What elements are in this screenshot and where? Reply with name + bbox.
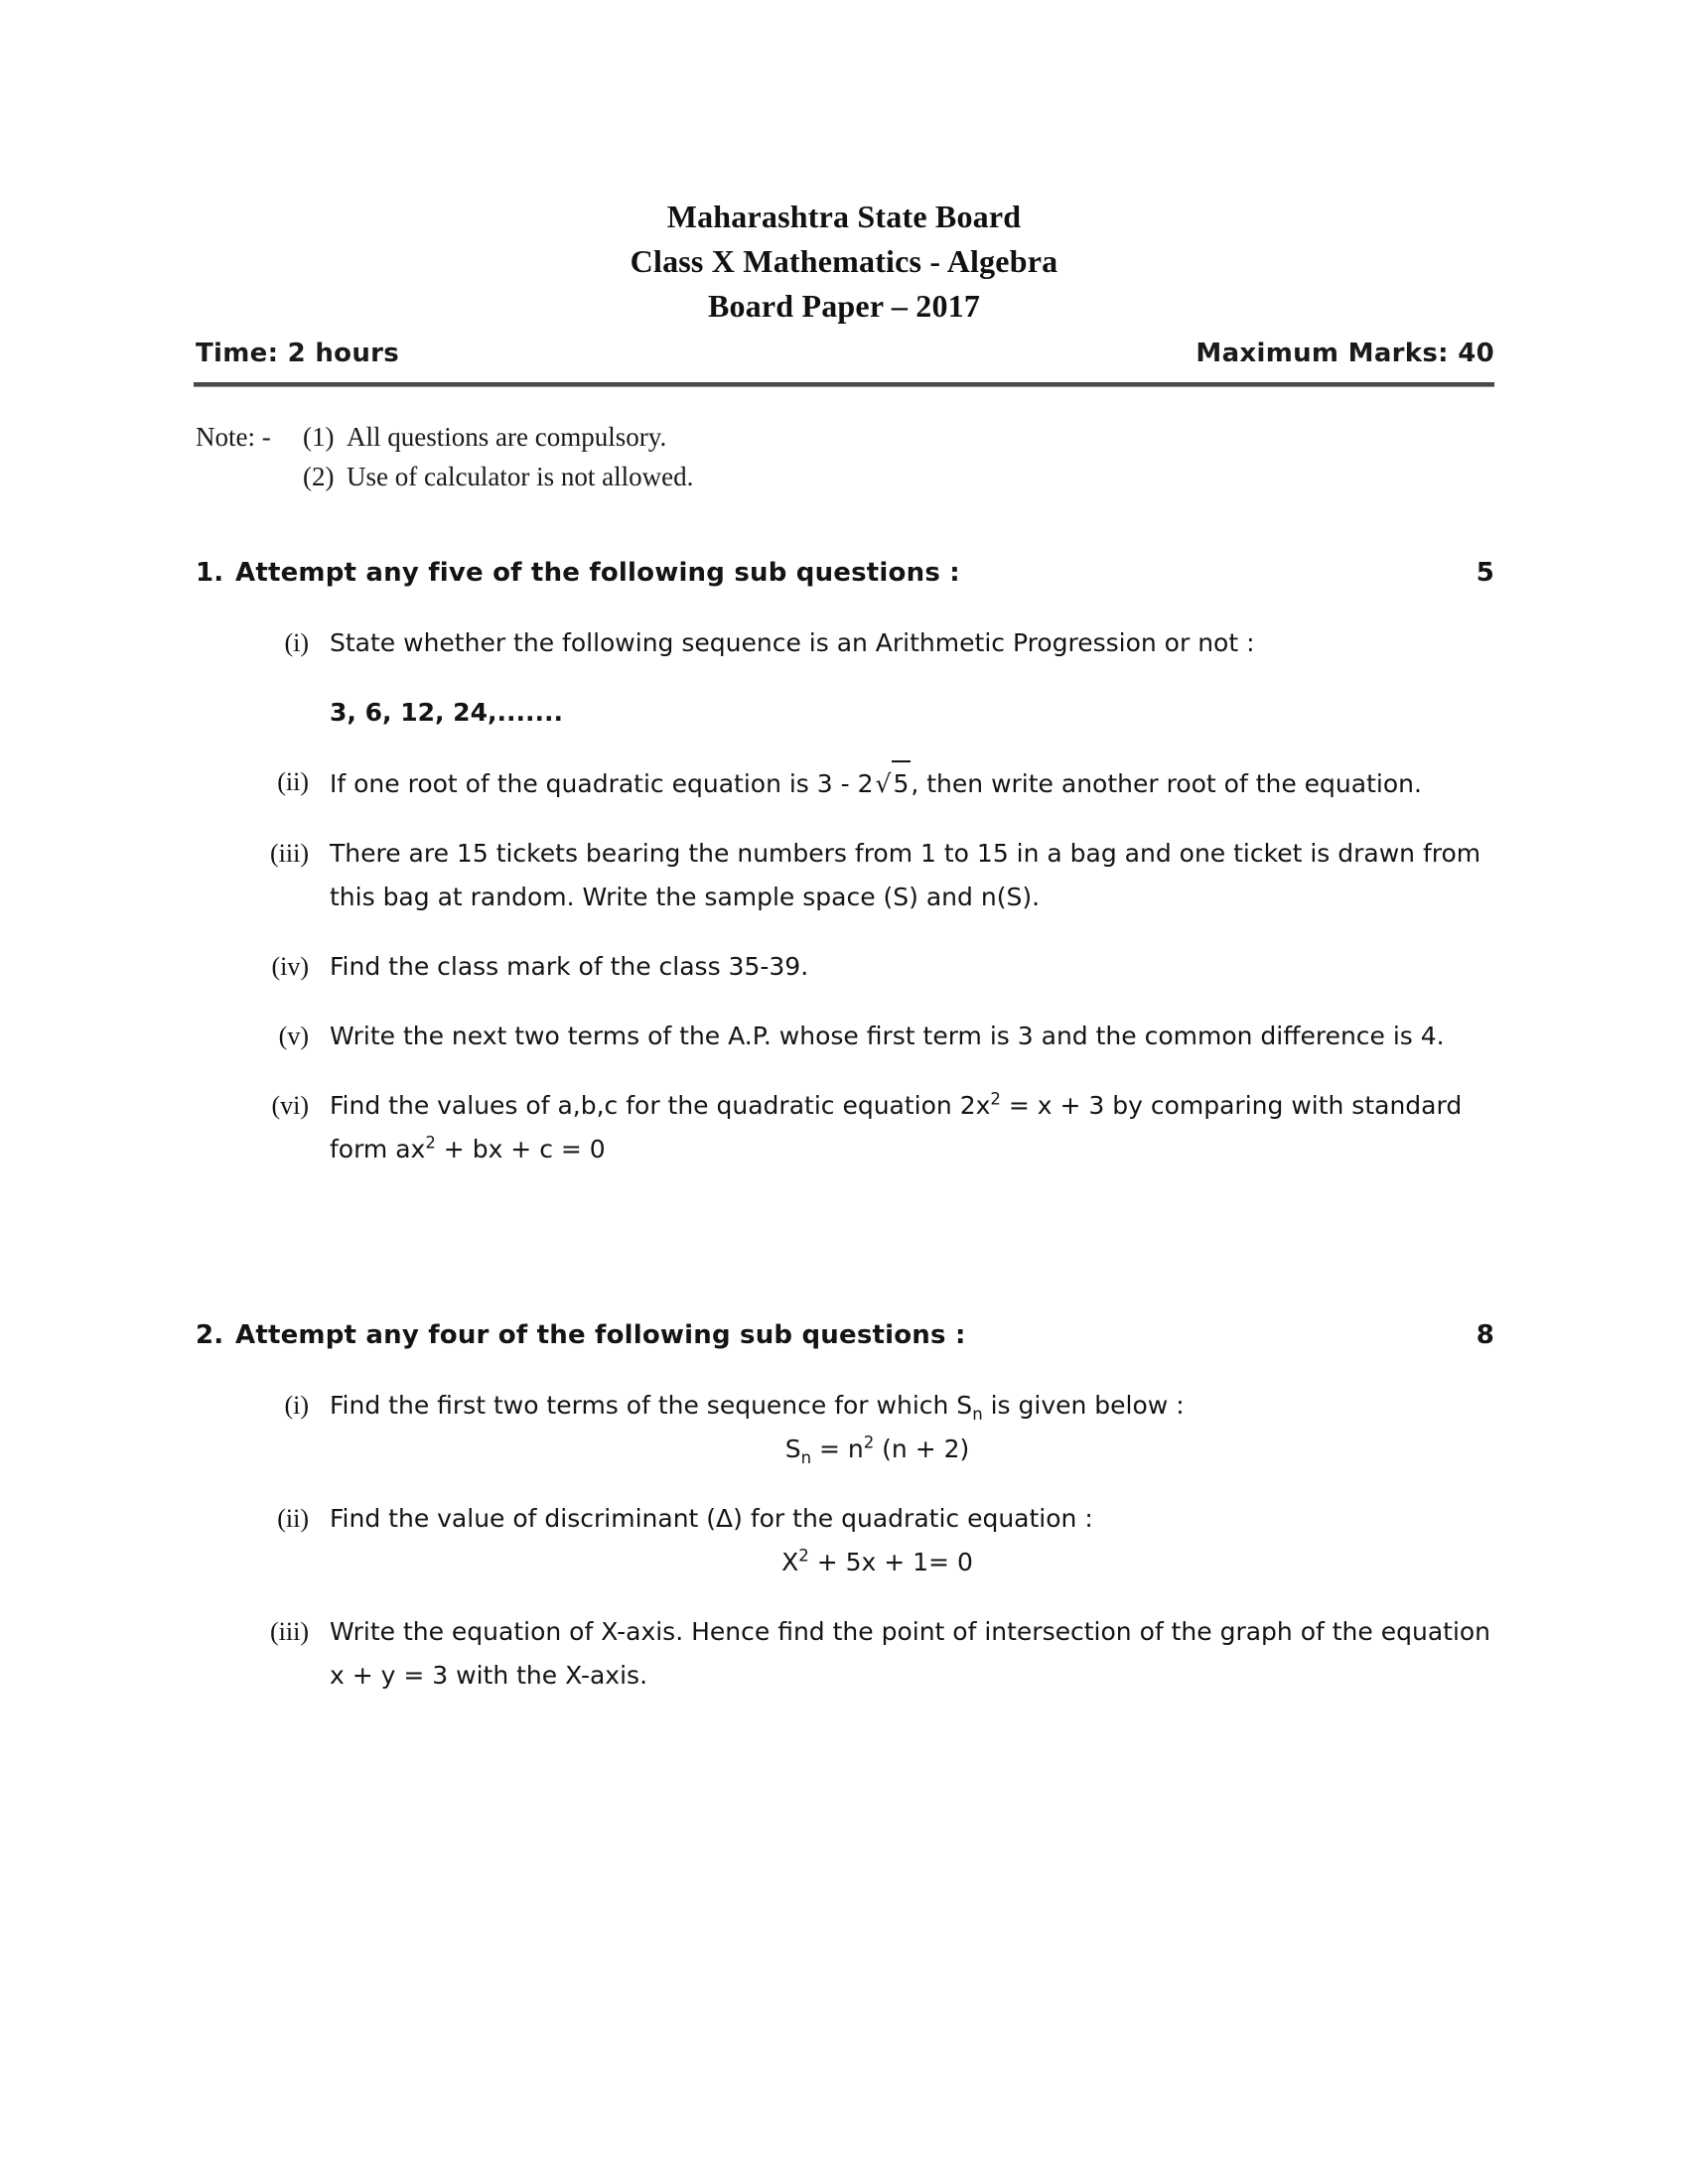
equation-2-ii [243, 1541, 1511, 1584]
maximum-marks: Maximum Marks: 40 [1196, 339, 1494, 368]
question-marks: 5 [1476, 558, 1494, 588]
text-before-radical: If one root of the quadratic equation is 3 - 2 [330, 769, 874, 798]
subquestion-text [330, 760, 1511, 806]
subquestion-1-iv [243, 945, 1511, 989]
subquestion-text: Find the value of discriminant (Δ) for the quadratic equation : [330, 1504, 1093, 1533]
subquestion-text: State whether the following sequence is an Arithmetic Progression or not : [330, 628, 1255, 657]
subquestion-2-i [243, 1384, 1511, 1428]
subquestion-1-vi [243, 1084, 1511, 1171]
subquestion-2-ii [243, 1497, 1511, 1541]
exponent: 2 [863, 1433, 875, 1452]
subquestion-label: (v) [278, 1022, 309, 1050]
note-text: All questions are compulsory. [347, 422, 667, 452]
subquestion-label: (iii) [270, 839, 309, 868]
subquestion-1-iii [243, 832, 1511, 919]
subquestion-label: (i) [284, 1391, 309, 1420]
subject-title: Class X Mathematics - Algebra [630, 243, 1058, 279]
equation-tail: + 5x + 1= 0 [808, 1548, 973, 1576]
paper-title: Board Paper – 2017 [707, 288, 981, 324]
header-divider [194, 382, 1494, 387]
equation-part-1: Find the values of a,b,c for the quadratic equation 2x [330, 1091, 991, 1120]
text-tail: is given below : [982, 1391, 1185, 1420]
subquestion-label: (vi) [271, 1091, 309, 1120]
equation-2-i [243, 1428, 1511, 1471]
subquestion-text [330, 1084, 1511, 1171]
subquestion-label: (i) [284, 628, 309, 657]
exponent: 2 [798, 1546, 809, 1566]
question-heading-text: Attempt any four of the following sub questions : [235, 1320, 966, 1350]
subquestion-label: (iii) [270, 1617, 309, 1646]
subquestion-1-v [243, 1015, 1511, 1058]
question-heading-text: Attempt any five of the following sub questions : [235, 558, 960, 588]
note-line [196, 417, 1688, 457]
subquestion-2-iii [243, 1610, 1511, 1698]
question-number: 1. [196, 558, 224, 588]
note-label: Note: - [196, 422, 271, 452]
note-block [196, 417, 1688, 496]
question-2-heading [196, 1320, 1494, 1350]
note-text: Use of calculator is not allowed. [347, 462, 694, 491]
subquestion-text: Write the equation of X-axis. Hence find the point of intersection of the graph of the equation x + y = 3 with the X-axis. [330, 1617, 1491, 1690]
equation-tail: (n + 2) [874, 1434, 970, 1463]
radicand: 5 [892, 760, 911, 806]
subquestion-text [330, 1384, 1511, 1428]
note-number: (1) [303, 422, 335, 452]
subquestion-text: Find the class mark of the class 35-39. [330, 952, 809, 981]
exponent: 2 [990, 1089, 1001, 1109]
board-name: Maharashtra State Board [666, 199, 1022, 234]
question-1-heading [196, 558, 1494, 588]
equation-part-3: + bx + c = 0 [435, 1135, 606, 1163]
question-number: 2. [196, 1320, 224, 1350]
subquestion-label: (ii) [277, 1504, 309, 1533]
equation-mid: = n [811, 1434, 864, 1463]
time-allowed: Time: 2 hours [196, 339, 400, 368]
exam-meta-row [196, 339, 1494, 368]
equation-part-2: = x + 3 by comparing with standard form ax [330, 1091, 1463, 1163]
note-number: (2) [303, 462, 335, 491]
subquestion-1-ii [243, 760, 1511, 806]
note-line [196, 457, 1688, 496]
subquestion-text: There are 15 tickets bearing the numbers from 1 to 15 in a bag and one ticket is drawn from this bag at random. Write the sample space (S) and n(S). [330, 839, 1481, 911]
question-marks: 8 [1476, 1320, 1494, 1350]
subquestion-1-i-sequence: 3, 6, 12, 24,....... [330, 698, 563, 727]
subquestion-text: Write the next two terms of the A.P. whose first term is 3 and the common difference is 4. [330, 1022, 1445, 1050]
subquestion-1-i [243, 621, 1511, 665]
square-root-icon: √5 [874, 760, 912, 806]
equation-symbol: S [784, 1434, 801, 1463]
subscript: n [972, 1405, 983, 1424]
text-lead: Find the first two terms of the sequence for which S [330, 1391, 973, 1420]
exponent: 2 [425, 1133, 436, 1153]
text-after-radical: , then write another root of the equation. [911, 769, 1422, 798]
paper-header [0, 0, 1688, 329]
subquestion-label: (iv) [271, 952, 309, 981]
note-indent-spacer [196, 457, 303, 496]
equation-base: X [781, 1548, 799, 1576]
subscript: n [800, 1448, 812, 1467]
subquestion-label: (ii) [277, 767, 309, 796]
